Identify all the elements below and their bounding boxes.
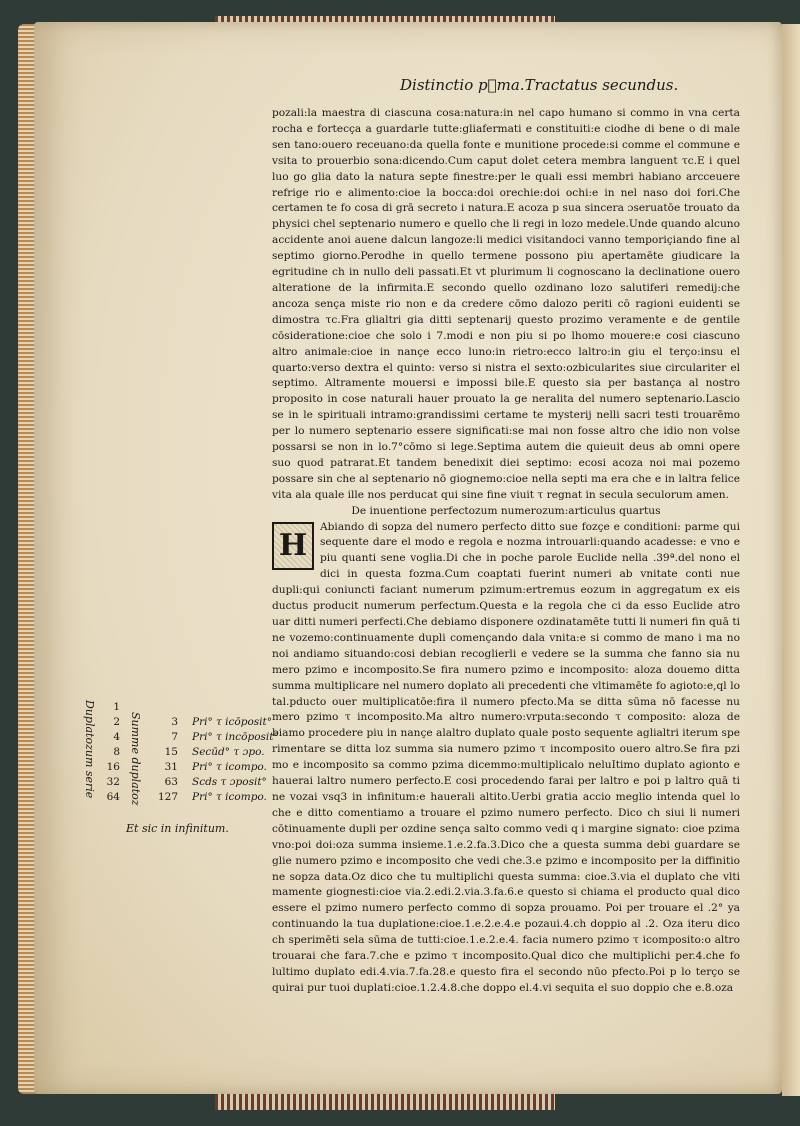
running-header: Distinctio pᷓma.Tractatus secundus. bbox=[400, 76, 679, 94]
sum-value: 7 bbox=[171, 731, 178, 743]
article-text: Abiando di sopza del numero perfecto ditto sue fozçe e conditioni: parme qui sequente dare el modo e regola e nozma introuarli:quando acadesse: e vno e piu quanti sene voglia.Di che in poche parole Euclide nella .39ª.del nono el dici in questa fozma.Cum coaptati fuerint numeri ab vnitate conti nue dupli:qui coniuncti faciant numerum pzimum:ertremus eozum in aggregatum ex eis ductus producit numerum perfectum.Questa e la regola che ci da esso Euclide atro uar ditti numeri perfecti.Che debiamo disponere ozdinatamēte tutti li numeri fin quā ti ne vozemo:continuamente dupli començando dala vnita:e si commo de mano i ma no noi andiamo situando:cosi debian recoglierli e vedere se la summa che fanno sia nu mero pzimo e incomposito.Se fira numero pzimo e incomposito: aloza douemo ditta summa multiplicare nel numero doplato ali precedenti che vltimamēte fo agioto:e,ql lo tal.pducto ouer multiplicatōe:fira il numero pfecto.Ma se ditta sūma nō facesse nu mero pzimo τ incomposito.Ma altro numero:vrputa:secondo τ composito: aloza de biamo procedere piu in nançe alaltro duplato quale posto sequente aglialtri iterum spe rimentare se ditta loz summa sia numero pzimo τ incomposito ouero altro.Se fira pzi mo e incomposito sa commo pzima dicemmo:multiplicalo neluItimo duplato agionto e hauerai laltro numero perfecto.E cosi procedendo farai per laltro e poi p laltro quā ti ne vozai vsq3 in infinitum:e hauerali altito.Uerbi gratia accio meglio intenda quel lo che e ditto comentiamo a trouare el pzimo numero perfecto. Dico ch siui li numeri cōtinuamente dupli per ozdine sença salto commo vedi q i margine signato: cioe pzima vno:poi doi:oza summa insieme.1.e.2.fa.3.Dico che a questa summa debi guardare se glie numero pzimo e incomposito che vedi che.3.e pzimo e incomposito per la diffinitio ne sopza data.Oz dico che tu multiplichi questa summa: cioe.3.via el duplato che vlti mamente giognesti:cioe via.2.edi.2.via.3.fa.6.e questo si chiama el producto qual dico essere el pzimo numero perfecto commo di sopza prouamo. Poi per trouare el .2° ya continuando la tua duplatione:cioe.1.e.2.e.4.e pozaui.4.ch doppio al .2. Oza iteru dico ch sperimēti sela sūma de tutti:cioe.1.e.2.e.4. facia numero pzimo τ icomposito:o altro trouarai che fara.7.che e pzimo τ incomposito.Qual dico che multiplichi per.4.che fo lultimo duplato edi.4.via.7.fa.28.e questo fira el secondo nūo pfecto.Poi p lo terço se quirai pur tuoi duplati:cioe.1.2.4.8.che doppo el.4.vi sequita el suo doppio che e.8.oza bbox=[272, 520, 740, 994]
row-note: Pri° τ icompo. bbox=[192, 791, 267, 803]
margin-label-series: Duplatozum serie bbox=[83, 700, 96, 799]
table-row bbox=[100, 745, 302, 760]
initial-letter: H bbox=[272, 522, 314, 570]
sum-value bbox=[140, 700, 178, 715]
paragraph: pozali:la maestra di ciascuna cosa:natura:in nel capo humano si commo in vna certa rocha e fortecça a guardarle tutte:gliafermati e constituiti:e ciodhe di bene o di male sen tano:ouero receuano:da quella fonte e munitione procede:si comme el commune e vsita to prouerbio sona:dicendo.Cum caput dolet cetera membra languent τc.E i quel luo go glia dato la natura septe finestre:per le quali essi membri habiano arcceuere refrige rio e alimento:cioe la bocca:doi orechie:doi ochi:e in nel naso doi fori.Che certamen te fo cosa di grā secreto i natura.E acoza p sua sincera ɔseruatōe trouato da physici chel septenario numero e quello che li regi in lozo medele.Unde quando alcuno accidente anoi auene dalcun langoze:li medici visitandoci vanno temporiçiando fine al septimo giorno.Perodhe in quello termene possono piu apertamēte giudicare la egritudine ch in nullo deli passati.Et vt plurimum li cognoscano la declinatione ouero alteratione de la infirmita.E secondo quello ozdinano lozo salutiferi remedij:che ancoza sença miste rio non e da credere cōmo dalozo periti cō ragioni euidenti se dimostra τc.Fra glialtri gia ditti septenarij questo prozimo veramente e de gentile cōsideratione:cioe che solo i 7.modi e non piu si po lhomo mouere:e cosi ciascuno altro animale:cioe in nançe ecco luno:in rietro:ecco laltro:in giu el terço:insu el quarto:verso dextra el quinto: verso si nistra el sexto:ozbicularites siue circulariter el septimo. Altramente mouersi e impossi bile.E questo sia per bastança al nostro proposito in cose naturali hauer prouato la ge neralita del numero septenario.Lascio se in le spirituali intramo:grandissimi certame te mysterij nelli sacri testi trouarēmo per lo numero septenario essere significati:se mai non fosse altro che idio non volse possarsi se non in lo.7°cōmo si lege.Septima autem die quieuit deus ab omni opere suo quod patrarat.Et tandem benedixit diei septimo: ecosi acoza noi mai pozemo possare sin che al septenario nō giognemo:cioe nella septi ma era che e in laltra felice vita ala quale ille nos perducat qui sine fine viuit τ regnat in secula seculorum amen. bbox=[272, 107, 740, 501]
margin-table bbox=[100, 700, 302, 805]
row-note: Scds τ ɔposit° bbox=[192, 776, 267, 788]
main-text bbox=[272, 106, 740, 997]
table-row bbox=[100, 700, 302, 715]
dup-value: 8 bbox=[113, 746, 120, 758]
sum-value: 127 bbox=[157, 791, 178, 803]
row-note: Pri° τ incōposit° bbox=[192, 731, 279, 743]
table-row bbox=[100, 760, 302, 775]
article-body bbox=[272, 520, 740, 997]
dup-value: 32 bbox=[106, 776, 120, 788]
table-row bbox=[100, 730, 302, 745]
dup-value: 16 bbox=[106, 761, 120, 773]
row-note: Pri° τ icompo. bbox=[192, 761, 267, 773]
page-right-edge bbox=[782, 24, 800, 1096]
table-row bbox=[100, 775, 302, 790]
margin-footer: Et sic in infinitum. bbox=[126, 822, 229, 835]
margin-label-sums: Summe duplatoz bbox=[129, 712, 142, 806]
row-note bbox=[192, 700, 302, 715]
sum-value: 63 bbox=[164, 776, 178, 788]
sum-value: 3 bbox=[171, 716, 178, 728]
binding-stripe-bottom bbox=[215, 1094, 555, 1110]
article-title: De inuentione perfectozum numerozum:articulus quartus bbox=[351, 504, 661, 517]
sum-value: 31 bbox=[164, 761, 178, 773]
sum-value: 15 bbox=[164, 746, 178, 758]
table-row bbox=[100, 715, 302, 730]
row-note: Secūd° τ ɔpo. bbox=[192, 746, 265, 758]
dup-value: 2 bbox=[113, 716, 120, 728]
table-row bbox=[100, 790, 302, 805]
dup-value: 4 bbox=[113, 731, 120, 743]
row-note: Pri° τ icōposit° bbox=[192, 716, 272, 728]
dup-value: 64 bbox=[106, 791, 120, 803]
dup-value: 1 bbox=[113, 701, 120, 713]
